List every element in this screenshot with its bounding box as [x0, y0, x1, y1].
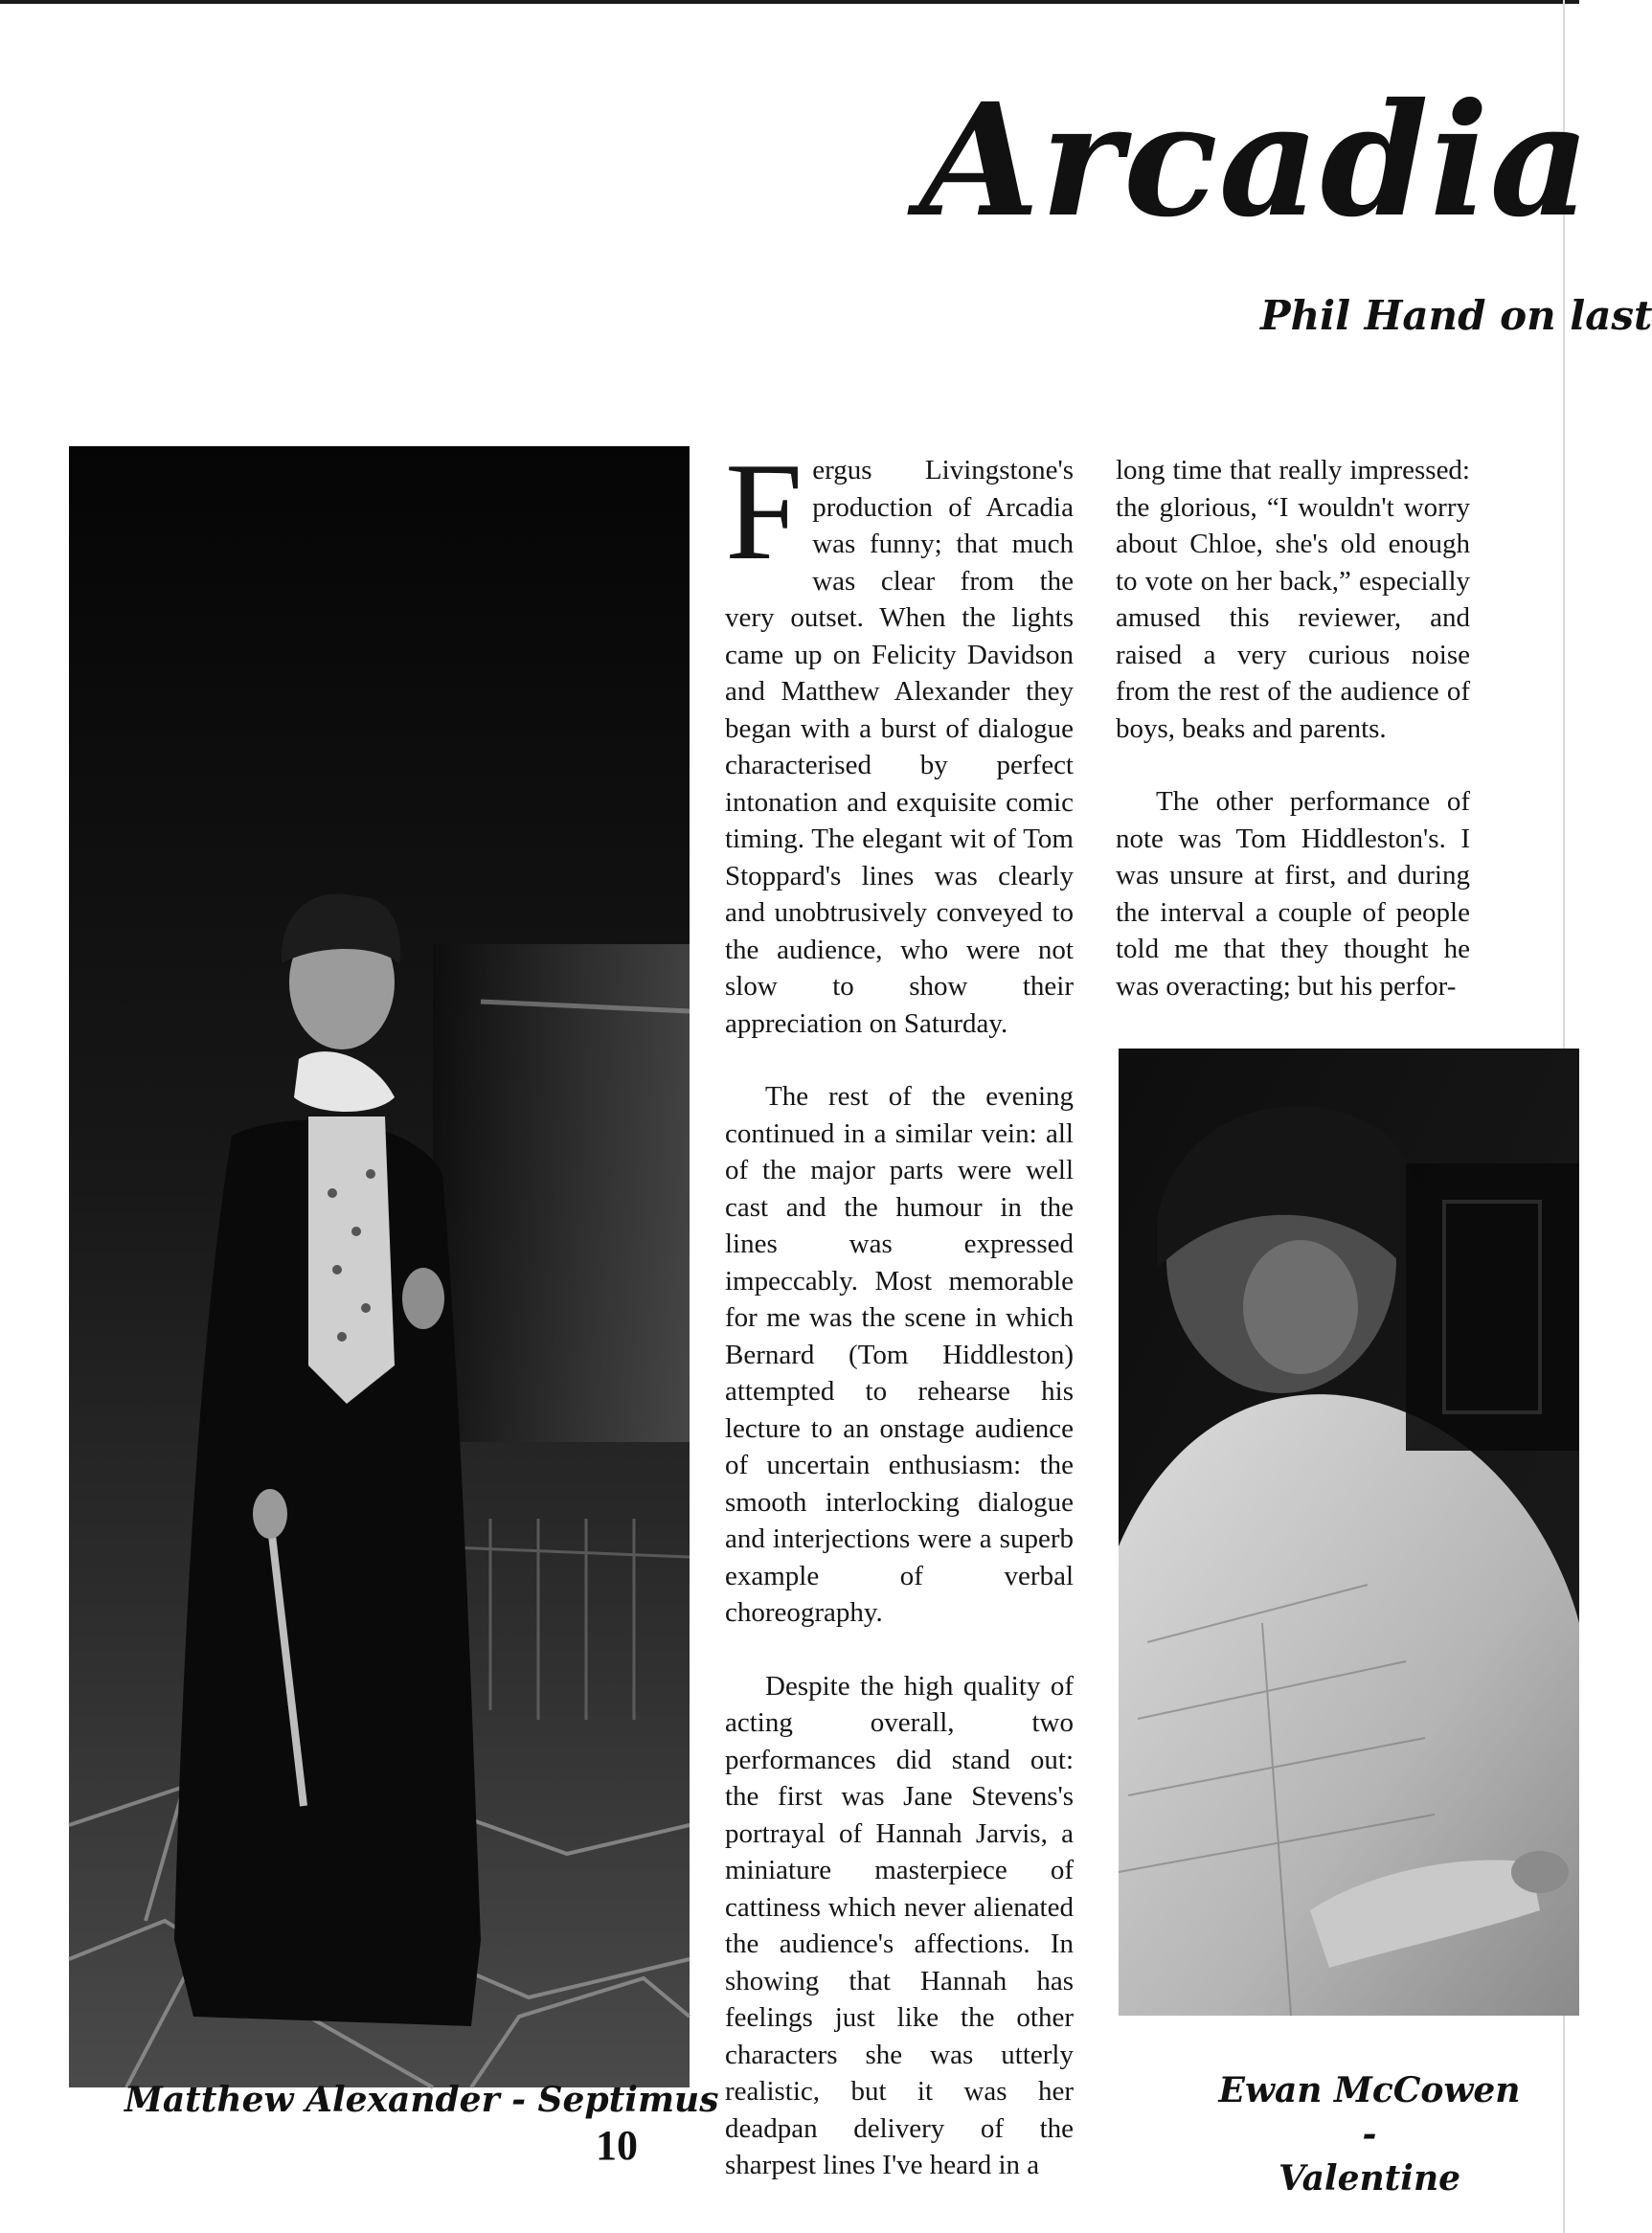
article-title: Arcadia — [919, 70, 1592, 252]
paragraph-4: long time that really impressed: the glorious, “I wouldn't worry about Chloe, she's old enough to vote on her back,” especially amused this reviewer, and raised a very curious noise from the rest of the audience of boys, beaks and parents. — [1116, 455, 1470, 744]
article-byline: Phil Hand on last — [1260, 292, 1652, 339]
paragraph-3: Despite the high quality of acting overall, two performances did stand out: the first was Jane Stevens's portrayal of Hannah Jarvis, a miniature masterpiece of cattiness which never alienated the audience's affections. In showing that Hannah has feelings just like the other characters she was utterly realistic, but it was her deadpan delivery of the sharpest lines I've heard in a — [725, 1670, 1074, 2180]
photo-septimus-image — [69, 446, 690, 2087]
article-column-2 — [1116, 452, 1470, 1004]
paragraph-1 — [725, 434, 1074, 1042]
top-rule — [0, 0, 1579, 4]
caption-valentine-line1: Ewan McCowen - — [1218, 2070, 1521, 2154]
photo-valentine-image — [1119, 1049, 1579, 2016]
caption-septimus: Matthew Alexander - Septimus — [124, 2080, 719, 2120]
article-column-1 — [725, 434, 1074, 2184]
caption-valentine-line2: Valentine — [1278, 2158, 1461, 2199]
paragraph-5: The other performance of note was Tom Hiddleston's. I was unsure at first, and during the interval a couple of people told me that they thought he was overacting; but his perfor- — [1116, 786, 1470, 1002]
paragraph-2: The rest of the evening continued in a similar vein: all of the major parts were well cast and the humour in the lines was expressed impeccably. Most memorable for me was the scene in which Bernard (Tom Hiddleston) attempted to rehearse his lecture to an onstage audience of uncertain enthusiasm: the smooth interlocking dialogue and interjections were a superb example of verbal choreography. — [725, 1081, 1074, 1628]
caption-valentine — [1216, 2068, 1523, 2200]
photo-valentine — [1119, 1049, 1579, 2016]
photo-septimus — [69, 446, 690, 2087]
drop-cap: F — [725, 434, 803, 589]
paragraph-1-text: ergus Livingstone's production of Arcadia was funny; that much was clear from the very outset. When the lights came up on Felicity Davidson and Matthew Alexander they began with a burst of dialogue characterised by perfect intonation and exquisite comic timing. The elegant wit of Tom Stoppard's lines was clearly and unobtrusively conveyed to the audience, who were not slow to show their appreciation on Saturday. — [725, 455, 1074, 1039]
page-number: 10 — [596, 2122, 638, 2169]
